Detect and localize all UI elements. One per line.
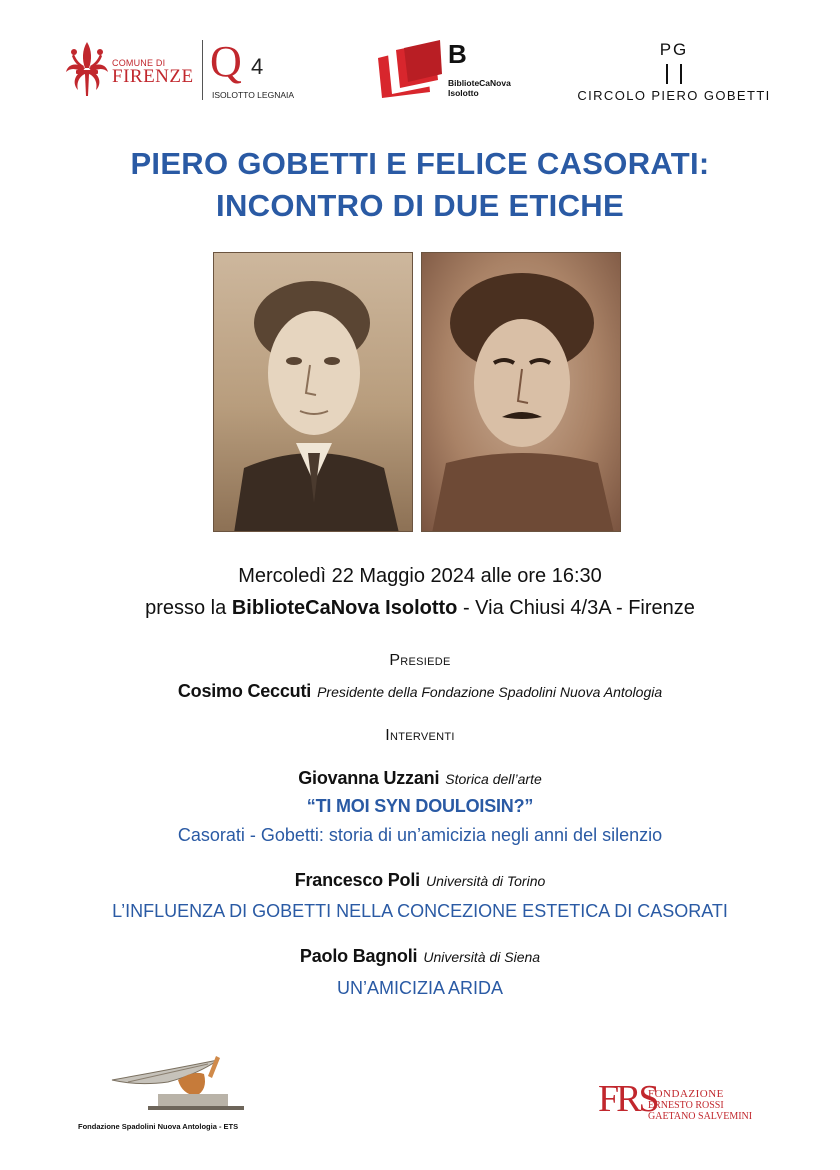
location-prefix: presso la bbox=[145, 597, 232, 619]
event-title-line1: PIERO GOBETTI E FELICE CASORATI: bbox=[130, 146, 710, 181]
talk-3-title: UN’AMICIZIA ARIDA bbox=[336, 978, 504, 998]
biblioteca-nova-logo bbox=[374, 40, 514, 100]
q4-letter: Q bbox=[210, 37, 242, 86]
frs-line1: FONDAZIONE bbox=[648, 1088, 724, 1100]
event-title-line2: INCONTRO DI DUE ETICHE bbox=[216, 188, 624, 223]
event-location bbox=[0, 597, 840, 620]
biblio-letter: B bbox=[448, 39, 467, 69]
q4-number: 4 bbox=[251, 54, 264, 79]
pg-bars bbox=[662, 64, 686, 84]
location-address: - Via Chiusi 4/3A - Firenze bbox=[457, 597, 695, 619]
frs-line3: GAETANO SALVEMINI bbox=[648, 1111, 753, 1122]
interventi-heading: Interventi bbox=[385, 727, 455, 744]
comune-firenze-q4-logo bbox=[64, 37, 304, 102]
q4-caption: ISOLOTTO LEGNAIA bbox=[212, 90, 295, 100]
frs-monogram: FRS bbox=[598, 1078, 657, 1120]
comune-label: COMUNE DI bbox=[112, 58, 166, 68]
portrait-gobetti bbox=[213, 252, 413, 532]
fondazione-rossi-salvemini-logo bbox=[598, 1078, 768, 1130]
chair-role: Presidente della Fondazione Spadolini Nuova Antologia bbox=[317, 684, 663, 700]
speaker-name: Giovanna Uzzani bbox=[298, 768, 440, 788]
location-venue: BiblioteCaNova Isolotto bbox=[231, 597, 458, 619]
talk-2-title: L’INFLUENZA DI GOBETTI NELLA CONCEZIONE ESTETICA DI CASORATI bbox=[112, 901, 728, 921]
portrait-casorati bbox=[421, 252, 621, 532]
presiede-line bbox=[0, 681, 840, 702]
spadolini-caption: Fondazione Spadolini Nuova Antologia - ETS bbox=[78, 1122, 239, 1131]
talk-1-subtitle: Casorati - Gobetti: storia di un’amicizia negli anni del silenzio bbox=[177, 825, 663, 845]
florence-lily-icon bbox=[64, 40, 110, 100]
biblio-book-icon bbox=[374, 40, 444, 100]
gobetti-portrait-image bbox=[214, 253, 413, 532]
talk-1-title: “TI MOI SYN DOULOISIN?” bbox=[306, 796, 534, 816]
event-date: Mercoledì 22 Maggio 2024 alle ore 16:30 bbox=[238, 565, 602, 587]
speaker-role: Università di Torino bbox=[425, 873, 546, 889]
speaker-3-line bbox=[0, 946, 840, 967]
speaker-name: Paolo Bagnoli bbox=[299, 946, 418, 966]
fondazione-spadolini-logo bbox=[78, 1050, 298, 1140]
frs-line2: ERNESTO ROSSI bbox=[648, 1100, 724, 1111]
presiede-heading: Presiede bbox=[389, 652, 451, 669]
logo-divider bbox=[202, 40, 203, 100]
speaker-name: Francesco Poli bbox=[294, 870, 420, 890]
chair-name: Cosimo Ceccuti bbox=[177, 681, 312, 701]
pg-monogram: PG bbox=[659, 40, 689, 59]
firenze-label: FIRENZE bbox=[112, 66, 194, 87]
speaker-2-line bbox=[0, 870, 840, 891]
speaker-role: Storica dell’arte bbox=[445, 771, 542, 787]
casorati-portrait-image bbox=[422, 253, 621, 532]
quill-inkwell-icon bbox=[108, 1050, 268, 1116]
speaker-role: Università di Siena bbox=[423, 949, 541, 965]
speaker-1-line bbox=[0, 768, 840, 789]
biblio-name: BiblioteCaNova Isolotto bbox=[448, 78, 511, 98]
pg-name: CIRCOLO PIERO GOBETTI bbox=[577, 88, 771, 103]
circolo-gobetti-logo bbox=[574, 40, 774, 102]
